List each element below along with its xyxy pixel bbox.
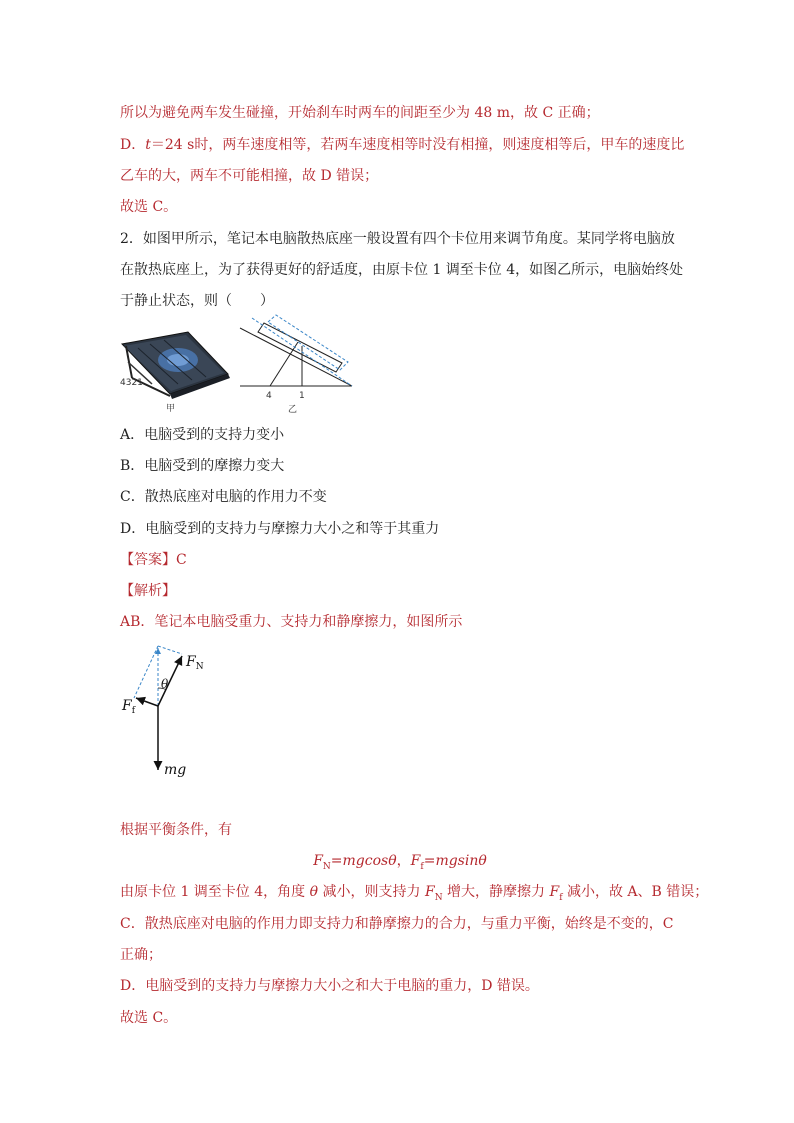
line3-ff: F [549,884,560,900]
option-c: C．散热底座对电脑的作用力不变 [120,489,327,505]
force-diagram [118,636,208,782]
prev-solution-line-3: 乙车的大，两车不可能相撞，故 D 错误； [120,168,379,184]
line3-part-a: 由原卡位 1 调至卡位 4，角度 [120,884,310,900]
eq-ff-sub: f [420,861,424,872]
answer-label: 【答案】 [120,552,176,568]
mg-label: mg [164,762,187,778]
prev-solution-line-2 [120,135,685,155]
prev-solution-line-1: 所以为避免两车发生碰撞，开始刹车时两车的间距至少为 48 m，故 C 正确； [120,105,600,121]
answer-value: C [176,552,187,568]
question-stem-line-3: 于静止状态，则（ ） [120,293,274,309]
ff-sub: f [131,706,136,716]
eq-fn: F [313,853,323,869]
analysis-line-5: 正确； [120,947,162,963]
eq-ff-rhs: =mgsinθ [423,853,487,869]
line3-fn-sub: N [434,892,443,903]
line3-part-b: 减小，则支持力 [318,884,425,900]
question-stem-line-2: 在散热底座上，为了获得更好的舒适度，由原卡位 1 调至卡位 4，如图乙所示，电脑始终处 [120,262,684,278]
line3-part-d: 减小，故 A、B 错误； [562,884,709,900]
eq-fn-sub: N [322,861,331,872]
prev-solution-line-2-rest: ＝24 s时，两车速度相等，若两车速度相等时没有相撞，则速度相等后，甲车的速度比 [150,137,685,153]
fn-sub: N [195,662,204,672]
equilibrium-equation [120,851,680,877]
slot-labels: 4321 [120,378,143,388]
time-variable: t [145,137,151,153]
analysis-line-2: 根据平衡条件，有 [120,822,232,838]
eq-ff: F [410,853,421,869]
analysis-label: 【解析】 [120,583,176,599]
figure-jia-laptop-stand [118,322,238,414]
ff-label [121,698,136,716]
question-stem-line-1: 2．如图甲所示，笔记本电脑散热底座一般设置有四个卡位用来调节角度。某同学将电脑放 [120,231,675,247]
eq-fn-rhs: =mgcosθ [330,853,397,869]
fn-label [185,654,204,672]
figure-label-jia: 甲 [166,404,176,414]
line3-theta: θ [309,884,319,900]
marker-slot-4: 4 [266,391,272,401]
analysis-line-1: AB．笔记本电脑受重力、支持力和静摩擦力，如图所示 [120,614,463,630]
prev-solution-conclusion: 故选 C。 [120,199,178,215]
eq-separator: ， [396,853,411,869]
option-a: A．电脑受到的支持力变小 [120,427,285,443]
fn-main: F [186,654,196,670]
option-d-prefix: D． [120,137,146,153]
figure-yi-incline-diagram [240,318,355,414]
ff-main: F [122,698,132,714]
answer-line [120,550,680,570]
theta-label: θ [161,677,169,691]
marker-slot-1: 1 [299,391,305,401]
analysis-line-3 [120,882,709,908]
analysis-conclusion: 故选 C。 [120,1010,178,1026]
analysis-line-6: D．电脑受到的支持力与摩擦力大小之和大于电脑的重力，D 错误。 [120,978,539,994]
analysis-line-4: C．散热底座对电脑的作用力即支持力和静摩擦力的合力，与重力平衡，始终是不变的，C [120,916,674,932]
figure-label-yi: 乙 [288,405,298,415]
option-b: B．电脑受到的摩擦力变大 [120,458,285,474]
option-d: D．电脑受到的支持力与摩擦力大小之和等于其重力 [120,521,440,537]
line3-part-c: 增大，静摩擦力 [442,884,550,900]
line3-fn: F [424,884,435,900]
line3-ff-sub: f [559,892,563,903]
